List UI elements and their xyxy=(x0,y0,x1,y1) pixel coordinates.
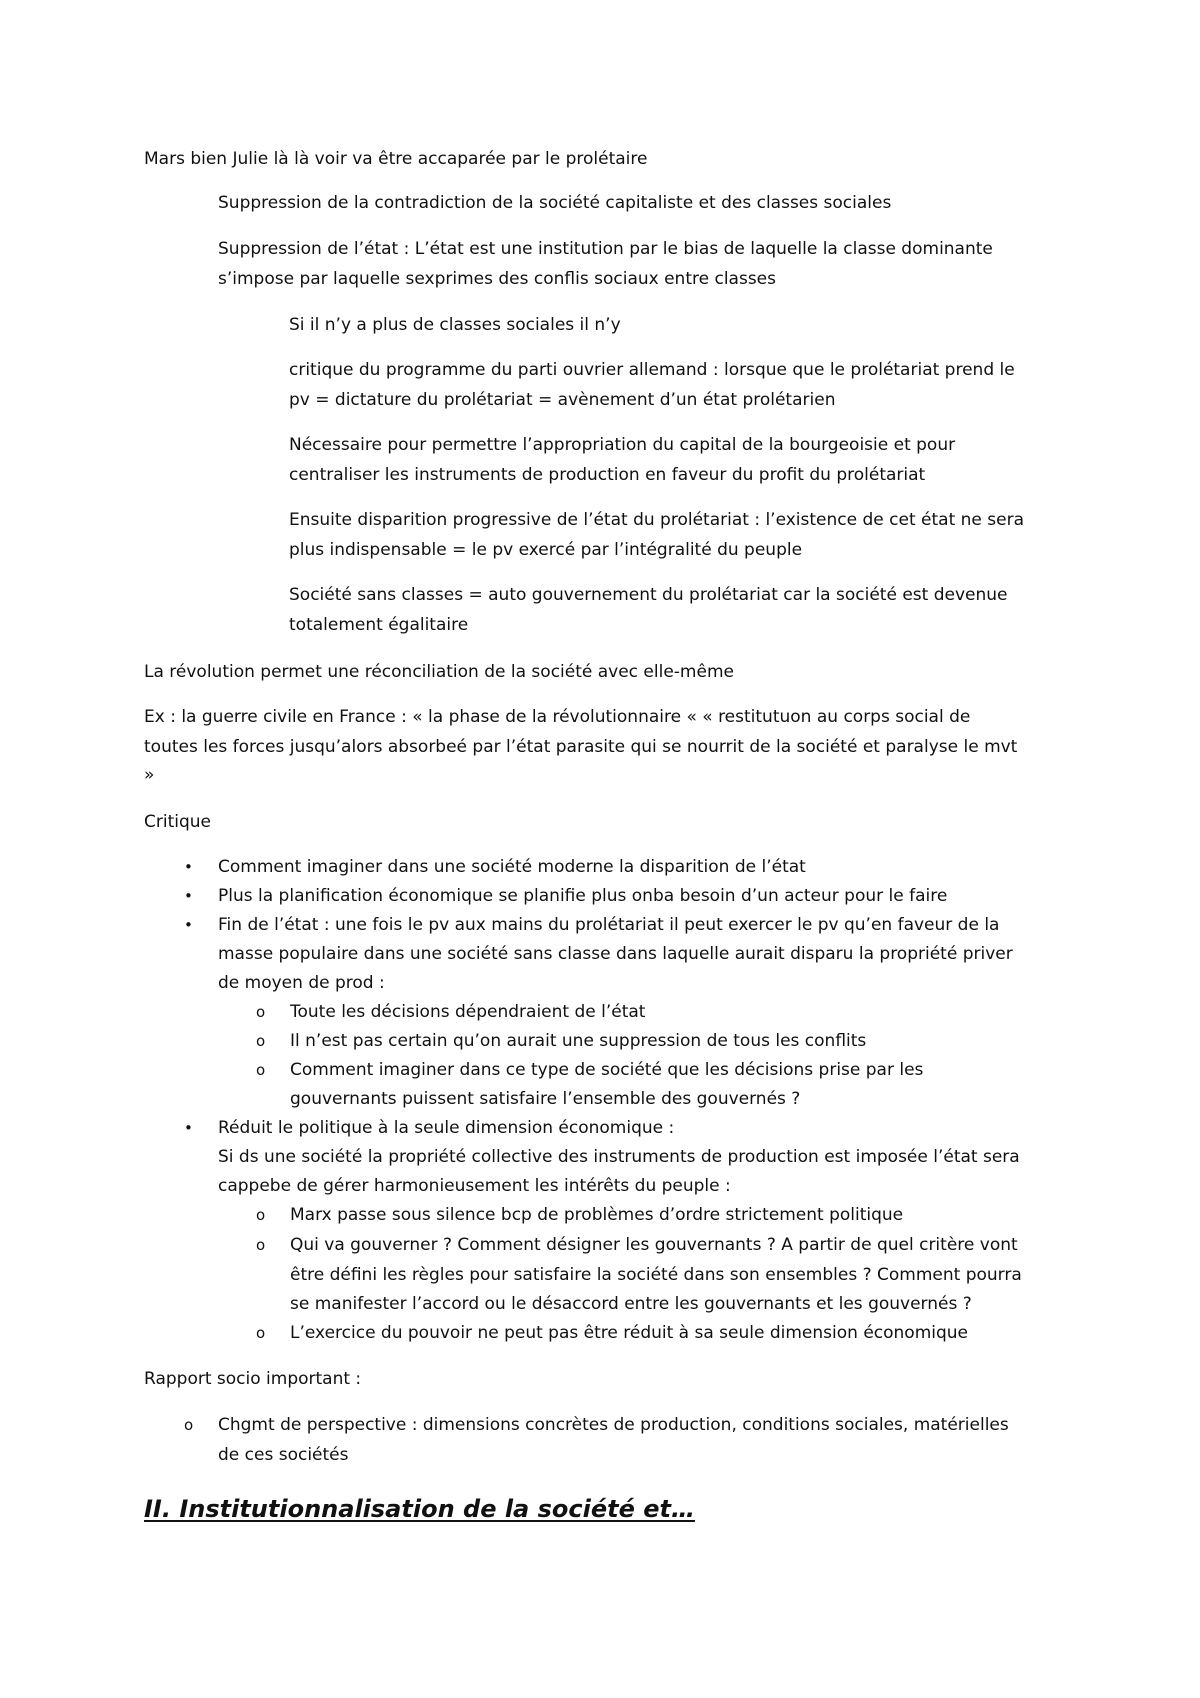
sub-list-item: être défini les règles pour satisfaire la société dans son ensembles ? Comment pourra xyxy=(290,1265,1022,1285)
bullet-circle: o xyxy=(256,1032,266,1050)
list-item: cappebe de gérer harmonieusement les intérêts du peuple : xyxy=(218,1176,731,1196)
bullet-circle: o xyxy=(184,1416,194,1434)
list-item: Chgmt de perspective : dimensions concrètes de production, conditions sociales, matérielles xyxy=(218,1415,1009,1435)
bullet-circle: o xyxy=(256,1061,266,1079)
text-line: s’impose par laquelle sexprimes des conflis sociaux entre classes xyxy=(218,269,776,289)
bullet-disc: • xyxy=(184,858,193,876)
text-line: Ex : la guerre civile en France : « la phase de la révolutionnaire « « restitutuon au corps social de xyxy=(144,707,971,727)
text-line: Suppression de l’état : L’état est une institution par le bias de laquelle la classe dominante xyxy=(218,239,993,259)
text-line: Nécessaire pour permettre l’appropriation du capital de la bourgeoisie et pour xyxy=(289,435,956,455)
section-heading: II. Institutionnalisation de la société et… xyxy=(144,1495,695,1523)
bullet-circle: o xyxy=(256,1324,266,1342)
text-line: Si il n’y a plus de classes sociales il n’y xyxy=(289,315,621,335)
sub-list-item: Il n’est pas certain qu’on aurait une suppression de tous les conflits xyxy=(290,1031,867,1051)
text-line: » xyxy=(144,765,155,785)
list-item: Si ds une société la propriété collective des instruments de production est imposée l’état sera xyxy=(218,1147,1020,1167)
list-item: masse populaire dans une société sans classe dans laquelle aurait disparu la propriété priver xyxy=(218,944,1013,964)
text-line: toutes les forces jusqu’alors absorbeé par l’état parasite qui se nourrit de la société et paralyse le mvt xyxy=(144,737,1018,757)
text-line: plus indispensable = le pv exercé par l’intégralité du peuple xyxy=(289,540,803,560)
text-line: centraliser les instruments de production en faveur du profit du prolétariat xyxy=(289,465,926,485)
section-label: Critique xyxy=(144,812,211,832)
section-label: Rapport socio important : xyxy=(144,1369,362,1389)
list-item: Réduit le politique à la seule dimension économique : xyxy=(218,1118,675,1138)
sub-list-item: Qui va gouverner ? Comment désigner les gouvernants ? A partir de quel critère vont xyxy=(290,1235,1018,1255)
text-line: Société sans classes = auto gouvernement du prolétariat car la société est devenue xyxy=(289,585,1008,605)
text-line: totalement égalitaire xyxy=(289,615,469,635)
text-line: Suppression de la contradiction de la société capitaliste et des classes sociales xyxy=(218,193,892,213)
list-item: de moyen de prod : xyxy=(218,973,385,993)
sub-list-item: Marx passe sous silence bcp de problèmes d’ordre strictement politique xyxy=(290,1205,904,1225)
text-line: Mars bien Julie là là voir va être accaparée par le prolétaire xyxy=(144,149,648,169)
list-item: de ces sociétés xyxy=(218,1445,349,1465)
list-item: Plus la planification économique se planifie plus onba besoin d’un acteur pour le faire xyxy=(218,886,948,906)
bullet-disc: • xyxy=(184,916,193,934)
sub-list-item: Toute les décisions dépendraient de l’état xyxy=(290,1002,646,1022)
text-line: pv = dictature du prolétariat = avènement d’un état prolétarien xyxy=(289,390,836,410)
bullet-circle: o xyxy=(256,1206,266,1224)
list-item: Fin de l’état : une fois le pv aux mains du prolétariat il peut exercer le pv qu’en faveur de la xyxy=(218,915,1000,935)
text-line: critique du programme du parti ouvrier allemand : lorsque que le prolétariat prend le xyxy=(289,360,1015,380)
bullet-disc: • xyxy=(184,1119,193,1137)
text-line: Ensuite disparition progressive de l’état du prolétariat : l’existence de cet état ne sera xyxy=(289,510,1024,530)
sub-list-item: se manifester l’accord ou le désaccord entre les gouvernants et les gouvernés ? xyxy=(290,1294,972,1314)
text-line: La révolution permet une réconciliation de la société avec elle-même xyxy=(144,662,734,682)
sub-list-item: gouvernants puissent satisfaire l’ensemble des gouvernés ? xyxy=(290,1089,801,1109)
list-item: Comment imaginer dans une société moderne la disparition de l’état xyxy=(218,857,806,877)
bullet-circle: o xyxy=(256,1236,266,1254)
sub-list-item: Comment imaginer dans ce type de société que les décisions prise par les xyxy=(290,1060,924,1080)
sub-list-item: L’exercice du pouvoir ne peut pas être réduit à sa seule dimension économique xyxy=(290,1323,969,1343)
bullet-disc: • xyxy=(184,887,193,905)
bullet-circle: o xyxy=(256,1003,266,1021)
